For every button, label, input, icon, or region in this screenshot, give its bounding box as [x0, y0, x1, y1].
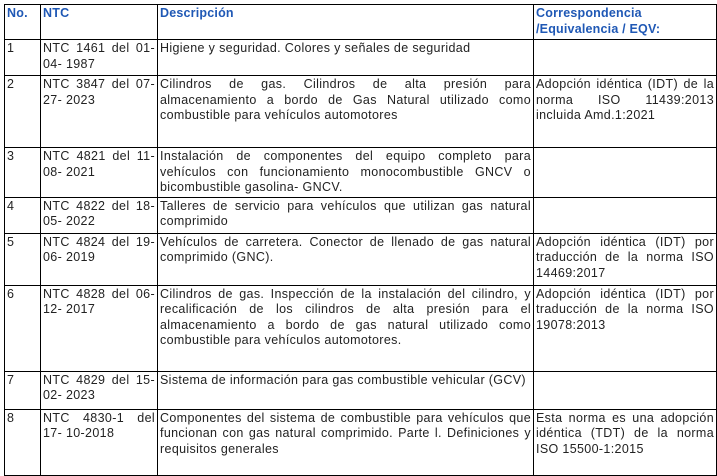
table-row [5, 76, 717, 148]
header-ntc: NTC [41, 5, 158, 40]
correspondence [534, 40, 717, 76]
row-number: 4 [5, 197, 41, 233]
description: Cilindros de gas. Cilindros de alta presión para almacenamiento a bordo de Gas Natural utilizado como combustible para vehículos automotores [158, 76, 534, 148]
correspondence: Adopción idéntica (IDT) por traducción de la norma ISO 14469:2017 [534, 233, 717, 285]
row-number: 3 [5, 148, 41, 198]
table-row [5, 409, 717, 475]
description: Higiene y seguridad. Colores y señales de seguridad [158, 40, 534, 76]
description: Vehículos de carretera. Conector de llenado de gas natural comprimido (GNC). [158, 233, 534, 285]
standards-table-container [4, 4, 717, 476]
ntc-code: NTC 4821 del 11-08- 2021 [41, 148, 158, 198]
ntc-code: NTC 1461 del 01-04- 1987 [41, 40, 158, 76]
table-header-row [5, 5, 717, 40]
correspondence: Esta norma es una adopción idéntica (TDT) de la norma ISO 15500-1:2015 [534, 409, 717, 475]
header-descripcion: Descripción [158, 5, 534, 40]
row-number: 8 [5, 409, 41, 475]
row-number: 2 [5, 76, 41, 148]
correspondence: Adopción idéntica (IDT) de la norma ISO 11439:2013 incluida Amd.1:2021 [534, 76, 717, 148]
ntc-code: NTC 4824 del 19-06- 2019 [41, 233, 158, 285]
ntc-code: NTC 4822 del 18-05- 2022 [41, 197, 158, 233]
description: Talleres de servicio para vehículos que utilizan gas natural comprimido [158, 197, 534, 233]
ntc-code: NTC 4830-1 del 17- 10-2018 [41, 409, 158, 475]
table-row [5, 285, 717, 371]
row-number: 7 [5, 371, 41, 409]
description: Cilindros de gas. Inspección de la instalación del cilindro, y recalificación de los cilindros de alta presión para el almacenamiento a bordo de gas natural utilizado como combustible para vehículos automotores. [158, 285, 534, 371]
ntc-code: NTC 4828 del 06-12- 2017 [41, 285, 158, 371]
correspondence [534, 148, 717, 198]
description: Instalación de componentes del equipo completo para vehículos con funcionamiento monocombustible GNCV o bicombustible gasolina- GNCV. [158, 148, 534, 198]
correspondence: Adopción idéntica (IDT) por traducción de la norma ISO 19078:2013 [534, 285, 717, 371]
ntc-code: NTC 3847 del 07-27- 2023 [41, 76, 158, 148]
correspondence [534, 197, 717, 233]
row-number: 5 [5, 233, 41, 285]
correspondence [534, 371, 717, 409]
header-no: No. [5, 5, 41, 40]
table-row [5, 197, 717, 233]
ntc-standards-table [4, 4, 717, 476]
description: Sistema de información para gas combustible vehicular (GCV) [158, 371, 534, 409]
row-number: 6 [5, 285, 41, 371]
ntc-code: NTC 4829 del 15-02- 2023 [41, 371, 158, 409]
table-row [5, 233, 717, 285]
header-correspondencia: Correspondencia /Equivalencia / EQV: [534, 5, 717, 40]
description: Componentes del sistema de combustible para vehículos que funcionan con gas natural comprimido. Parte l. Definiciones y requisitos generales [158, 409, 534, 475]
table-row [5, 40, 717, 76]
row-number: 1 [5, 40, 41, 76]
table-row [5, 148, 717, 198]
table-row [5, 371, 717, 409]
